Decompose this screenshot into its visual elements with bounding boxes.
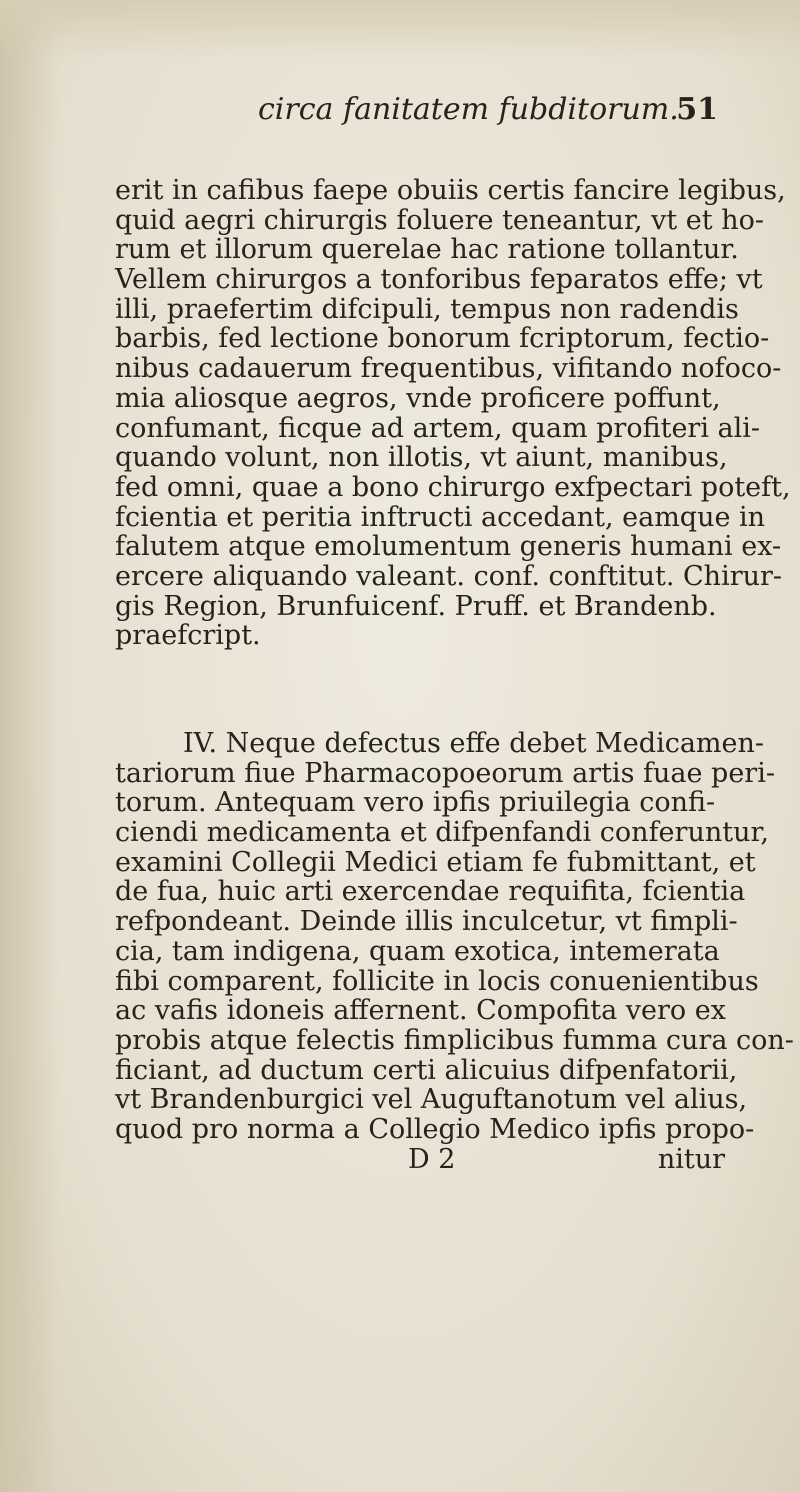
text-line: fcientia et peritia inftructi accedant, eamque in [115, 501, 766, 533]
text-line: IV. Neque defectus effe debet Medicamen- [183, 728, 765, 759]
paragraph-1 [115, 175, 791, 652]
text-line: fibi comparent, follicite in locis conuenientibus [115, 965, 759, 997]
text-line: ercere aliquando valeant. conf. conftitut. Chirur- [115, 560, 783, 592]
text-line: de fua, huic arti exercendae requifita, fcientia [115, 876, 746, 908]
text-line: fed omni, quae a bono chirurgo exfpectari poteft, [115, 471, 791, 503]
page-footer [115, 1145, 725, 1175]
text-line: cia, tam indigena, quam exotica, intemerata [115, 935, 720, 967]
paragraph-2 [115, 728, 794, 1145]
text-line: gis Region, Brunfuicenf. Pruff. et Brandenb. [115, 590, 717, 622]
text-line: Vellem chirurgos a tonforibus feparatos effe; vt [115, 264, 763, 296]
text-line: refpondeant. Deinde illis inculcetur, vt fimpli- [115, 906, 738, 938]
catchword: nitur [657, 1143, 725, 1175]
text-line: barbis, fed lectione bonorum fcriptorum, fectio- [115, 323, 770, 355]
page-shadow-top [0, 0, 800, 60]
text-line: quid aegri chirurgis foluere teneantur, vt et ho- [115, 204, 764, 236]
text-line: ciendi medicamenta et difpenfandi conferuntur, [115, 817, 769, 849]
page-number: 51 [676, 92, 718, 127]
text-line: quod pro norma a Collegio Medico ipfis propo- [115, 1113, 755, 1145]
signature-mark: D 2 [408, 1143, 456, 1175]
text-line: nibus cadauerum frequentibus, vifitando nofoco- [115, 353, 782, 385]
text-line: tariorum fiue Pharmacopoeorum artis fuae peri- [115, 757, 775, 789]
running-head [258, 92, 718, 142]
text-line: probis atque felectis fimplicibus fumma cura con- [115, 1024, 794, 1056]
text-line: confumant, ficque ad artem, quam profiteri ali- [115, 412, 761, 444]
text-line: mia aliosque aegros, vnde proficere poffunt, [115, 382, 721, 414]
text-line: examini Collegii Medici etiam fe fubmittant, et [115, 846, 756, 878]
text-line: vt Brandenburgici vel Auguftanotum vel alius, [115, 1084, 748, 1116]
body-text [115, 175, 794, 1175]
text-line: rum et illorum querelae hac ratione tollantur. [115, 234, 739, 266]
text-line: illi, praefertim difcipuli, tempus non radendis [115, 293, 739, 325]
page-shadow-left [0, 0, 60, 1492]
text-line: ac vafis idoneis affernent. Compofita vero ex [115, 995, 726, 1027]
running-title: circa fanitatem fubditorum. [258, 92, 679, 127]
text-line: quando volunt, non illotis, vt aiunt, manibus, [115, 442, 728, 474]
text-line: torum. Antequam vero ipfis priuilegia confi- [115, 787, 716, 819]
text-line: falutem atque emolumentum generis humani ex- [115, 531, 782, 563]
text-line: praefcript. [115, 620, 261, 652]
text-line: ficiant, ad ductum certi alicuius difpenfatorii, [115, 1054, 738, 1086]
paragraph-gap [115, 651, 725, 729]
text-line: erit in cafibus faepe obuiis certis fancire legibus, [115, 175, 786, 206]
